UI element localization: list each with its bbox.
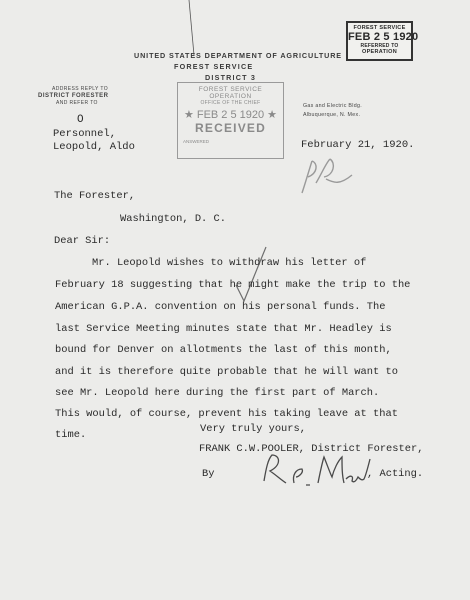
stamp-mid-received: RECEIVED [195,121,266,135]
letterhead-district: DISTRICT 3 [205,73,257,82]
stamp-right-line3: REFERRED TO [360,43,399,49]
body-line: see Mr. Leopold here during the first part of March. [55,387,380,399]
received-stamp-referred [346,21,419,61]
signatory: FRANK C.W.POOLER, District Forester, [199,443,424,455]
body-line: American G.P.A. convention on his personal funds. The [55,301,386,313]
body-line: time. [55,429,87,441]
handwritten-signature [258,449,373,491]
stamp-mid-line2: OPERATION [209,93,252,100]
body-line: Mr. Leopold wishes to withdraw his letter of [92,257,367,269]
letterhead-service: FOREST SERVICE [174,62,254,71]
pencil-mark [188,0,196,55]
reference-code: O [77,114,84,126]
stamp-mid-date: ★ FEB 2 5 1920 ★ [183,109,278,121]
letter-date: February 21, 1920. [301,139,415,151]
body-line: This would, of course, prevent his taking leave at that [55,408,398,420]
reference-subject: Personnel, [53,128,117,140]
stamp-right-date: FEB 2 5 1920 [348,31,419,43]
office-city: Albuquerque, N. Mex. [303,112,361,118]
stamp-right-line1: FOREST SERVICE [353,25,406,31]
reference-name: Leopold, Aldo [53,141,135,153]
body-line: bound for Denver on allotments the last of this month, [55,344,392,356]
stamp-right-line4: OPERATION [362,49,397,55]
body-line: February 18 suggesting that he might make the trip to the [55,279,411,291]
handwritten-initials [296,153,360,201]
stamp-mid-line1: FOREST SERVICE [198,86,263,93]
address-note-line3: AND REFER TO [56,100,98,106]
recipient-line2: Washington, D. C. [120,213,227,225]
body-line: last Service Meeting minutes state that Mr. Headley is [55,323,392,335]
acting-label: , Acting. [367,468,424,480]
address-note-line2: DISTRICT FORESTER [38,93,109,99]
stamp-mid-line3: OFFICE OF THE CHIEF [200,100,261,106]
body-line: and it is therefore quite probable that he will want to [55,366,398,378]
pencil-check-mark [232,245,272,305]
salutation: Dear Sir: [54,235,111,247]
letterhead-department: UNITED STATES DEPARTMENT OF AGRICULTURE [134,51,342,60]
stamp-mid-line6: ANSWERED [183,139,210,144]
valediction: Very truly yours, [200,423,307,435]
received-stamp-chief [177,82,284,159]
address-note-line1: ADDRESS REPLY TO [52,86,109,92]
by-label: By [202,468,215,480]
recipient-line1: The Forester, [54,190,136,202]
office-building: Gas and Electric Bldg. [303,103,363,109]
